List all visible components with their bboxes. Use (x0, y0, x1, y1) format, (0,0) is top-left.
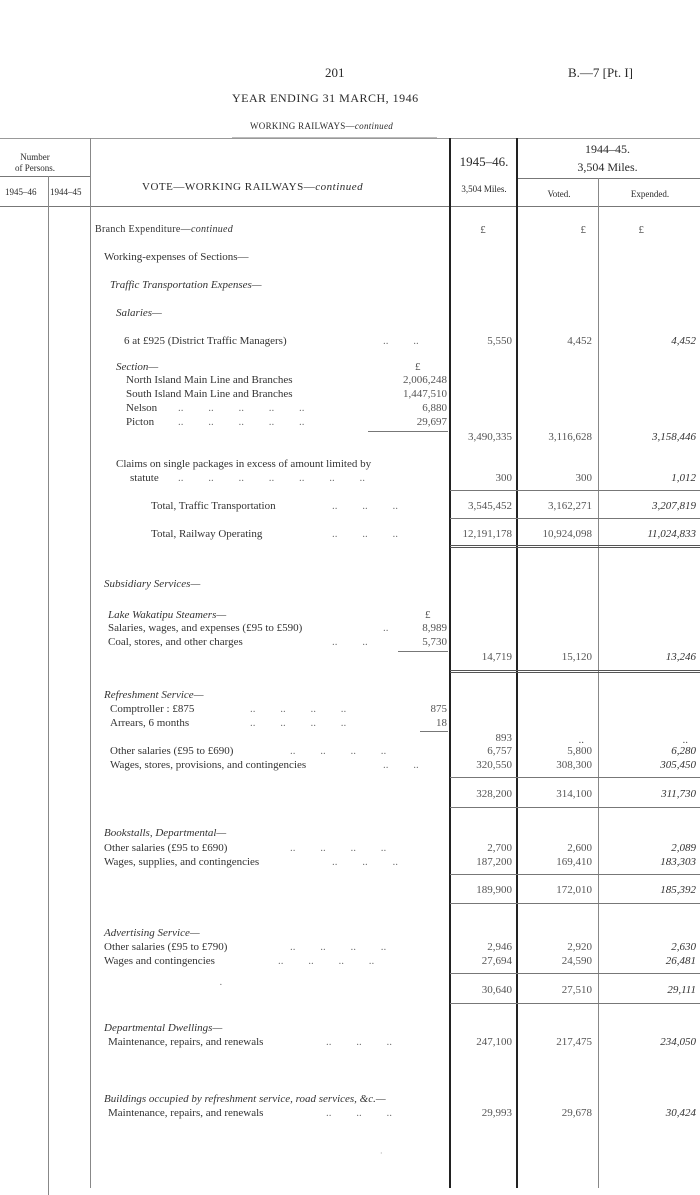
table-top-rule (0, 138, 700, 139)
refresh-item-dots: .. .. .. .. (250, 703, 347, 715)
book-other-dots: .. .. .. .. (290, 842, 387, 854)
working-expenses-heading: Working-expenses of Sections— (104, 251, 249, 263)
book-wages-1945: 187,200 (476, 856, 512, 868)
section-item-dots: .. .. .. .. .. (178, 402, 305, 414)
refresh-expended-dots: .. (682, 734, 688, 746)
section-item-label: Picton (126, 416, 155, 428)
adv-other-expended: 2,630 (671, 941, 696, 953)
book-total-1945: 189,900 (476, 884, 512, 896)
claims-expended: 1,012 (671, 472, 696, 484)
adv-total-rule (450, 1003, 700, 1004)
refresh-voted-dots: .. (578, 734, 584, 746)
section-item-dots: .. .. .. .. .. (178, 416, 305, 428)
refresh-subtotal-rule (420, 731, 448, 732)
adv-heading: Advertising Service— (104, 927, 200, 939)
year-1944-header: 1944–45. (585, 142, 630, 156)
book-other-label: Other salaries (£95 to £690) (104, 842, 228, 854)
refresh-total-rule (450, 807, 700, 808)
build-label: Maintenance, repairs, and renewals (108, 1107, 264, 1119)
total-traffic-1945: 3,545,452 (468, 500, 512, 512)
refresh-wages-1945: 320,550 (476, 759, 512, 771)
section-item-label: South Island Main Line and Branches (126, 388, 293, 400)
total-operating-dots: .. .. .. (332, 528, 398, 540)
claims-dots: .. .. .. .. .. .. .. (178, 472, 365, 484)
lake-voted: 15,120 (561, 651, 592, 663)
adv-wages-dots: .. .. .. .. (278, 955, 375, 967)
voted-right-divider (598, 178, 599, 1188)
lake-pound: £ (425, 609, 431, 621)
page-number: 201 (325, 65, 345, 80)
claims-1945: 300 (495, 472, 512, 484)
adv-stray-dot: · (219, 979, 223, 991)
refresh-other-dots: .. .. .. .. (290, 745, 387, 757)
claims-voted: 300 (575, 472, 592, 484)
subsidiary-heading: Subsidiary Services— (104, 578, 201, 590)
refresh-other-expended: 6,280 (671, 745, 696, 757)
lake-double-rule (450, 670, 700, 673)
book-rule (450, 874, 700, 875)
adv-wages-1945: 27,694 (481, 955, 512, 967)
claims-label-line2: statute (130, 472, 159, 484)
book-wages-expended: 183,303 (660, 856, 696, 868)
section-item-label: North Island Main Line and Branches (126, 374, 293, 386)
dwell-dots: .. .. .. (326, 1036, 392, 1048)
book-wages-label: Wages, supplies, and contingencies (104, 856, 260, 868)
section-item-label: Nelson (126, 402, 158, 414)
persons-1945-header: 1945–46 (5, 187, 37, 197)
dwell-voted: 217,475 (556, 1036, 592, 1048)
refresh-item-dots: .. .. .. .. (250, 717, 347, 729)
book-other-1945: 2,700 (487, 842, 512, 854)
book-wages-dots: .. .. .. (332, 856, 398, 868)
section-item-value: 1,447,510 (403, 388, 447, 400)
refresh-other-label: Other salaries (£95 to £690) (110, 745, 234, 757)
section-1945: 3,490,335 (468, 431, 512, 443)
claims-label-line1: Claims on single packages in excess of amount limited by (116, 458, 372, 470)
section-heading: Section— (116, 361, 159, 373)
adv-wages-expended: 26,481 (665, 955, 696, 967)
dwell-label: Maintenance, repairs, and renewals (108, 1036, 264, 1048)
traffic-heading: Traffic Transportation Expenses— (110, 279, 262, 291)
section-subtotal-rule (368, 431, 448, 432)
adv-other-dots: .. .. .. .. (290, 941, 387, 953)
section-item-value: 29,697 (416, 416, 447, 428)
refresh-item-label: Arrears, 6 months (110, 717, 190, 729)
dtm-expended: 4,452 (671, 335, 696, 347)
lake-item-value: 5,730 (422, 636, 447, 648)
claims-rule (450, 490, 700, 491)
total-operating-expended: 11,024,833 (647, 528, 696, 540)
persons-header: Number of Persons. (15, 152, 55, 173)
adv-total-1945: 30,640 (481, 984, 512, 996)
voted-header: Voted. (547, 189, 571, 199)
refresh-item-value: 875 (430, 703, 447, 715)
dtm-1945: 5,550 (487, 335, 512, 347)
refresh-wages-dots: .. .. (383, 759, 419, 771)
total-operating-voted: 10,924,098 (542, 528, 592, 540)
branch-expenditure-heading: Branch Expenditure—continued (95, 224, 234, 235)
adv-rule (450, 973, 700, 974)
section-expended: 3,158,446 (652, 431, 696, 443)
book-other-voted: 2,600 (567, 842, 592, 854)
document-reference: B.—7 [Pt. I] (568, 65, 633, 80)
refresh-total-voted: 314,100 (556, 788, 592, 800)
page-subtitle: WORKING RAILWAYS—continued (250, 121, 394, 131)
pound-voted: £ (580, 224, 586, 236)
section-voted: 3,116,628 (548, 431, 592, 443)
adv-total-expended: 29,111 (667, 984, 696, 996)
refresh-wages-voted: 308,300 (556, 759, 592, 771)
year-1944-rule (518, 178, 700, 179)
dtm-dots: .. .. (383, 335, 419, 347)
header-bottom-rule (0, 206, 700, 207)
total-traffic-dots: .. .. .. (332, 500, 398, 512)
lake-expended: 13,246 (665, 651, 696, 663)
refresh-total-expended: 311,730 (661, 788, 696, 800)
lake-item-value: 8,989 (422, 622, 447, 634)
total-operating-1945: 12,191,178 (462, 528, 512, 540)
vote-header: VOTE—WORKING RAILWAYS—continued (142, 181, 364, 193)
build-heading: Buildings occupied by refreshment service, road services, &c.— (104, 1093, 386, 1105)
book-total-voted: 172,010 (556, 884, 592, 896)
year-1945-right-divider (516, 138, 518, 1188)
refresh-subtotal-1945: 893 (495, 732, 512, 744)
build-1945: 29,993 (481, 1107, 512, 1119)
page-title: YEAR ENDING 31 MARCH, 1946 (232, 91, 419, 105)
lake-subtotal-rule (398, 651, 448, 652)
total-traffic-expended: 3,207,819 (652, 500, 696, 512)
persons-1944-header: 1944–45 (50, 187, 82, 197)
dwell-expended: 234,050 (660, 1036, 696, 1048)
adv-other-voted: 2,920 (567, 941, 592, 953)
total-operating-double-rule (450, 545, 700, 548)
pound-1945: £ (480, 224, 486, 236)
lake-item-dots: .. .. (332, 636, 368, 648)
adv-other-1945: 2,946 (487, 941, 512, 953)
lake-heading: Lake Wakatipu Steamers— (108, 609, 227, 621)
dwell-1945: 247,100 (476, 1036, 512, 1048)
year-1945-left-divider (449, 138, 451, 1188)
refresh-total-1945: 328,200 (476, 788, 512, 800)
persons-header-rule (0, 176, 90, 177)
year-1945-miles: 3,504 Miles. (461, 184, 507, 194)
dtm-voted: 4,452 (567, 335, 592, 347)
total-traffic-voted: 3,162,271 (548, 500, 592, 512)
refresh-item-label: Comptroller : £875 (110, 703, 195, 715)
refresh-item-value: 18 (436, 717, 447, 729)
lake-item-label: Coal, stores, and other charges (108, 636, 243, 648)
book-heading: Bookstalls, Departmental— (104, 827, 227, 839)
book-other-expended: 2,089 (671, 842, 696, 854)
bottom-mark: · (380, 1149, 383, 1158)
persons-divider (48, 176, 49, 1195)
year-1945-header: 1945–46. (459, 154, 509, 169)
total-traffic-rule (450, 518, 700, 519)
pound-expended: £ (638, 224, 644, 236)
build-voted: 29,678 (561, 1107, 592, 1119)
refresh-wages-label: Wages, stores, provisions, and contingencies (110, 759, 307, 771)
build-dots: .. .. .. (326, 1107, 392, 1119)
adv-other-label: Other salaries (£95 to £790) (104, 941, 228, 953)
refresh-rule (450, 777, 700, 778)
section-pound: £ (415, 361, 421, 373)
section-item-value: 6,880 (422, 402, 447, 414)
refresh-heading: Refreshment Service— (104, 689, 204, 701)
year-1944-miles: 3,504 Miles. (577, 160, 638, 174)
build-expended: 30,424 (665, 1107, 696, 1119)
lake-item-dots: .. (383, 622, 389, 634)
dtm-label: 6 at £925 (District Traffic Managers) (124, 335, 287, 347)
refresh-wages-expended: 305,450 (660, 759, 696, 771)
adv-wages-voted: 24,590 (561, 955, 592, 967)
refresh-other-1945: 6,757 (487, 745, 512, 757)
total-operating-label: Total, Railway Operating (151, 528, 263, 540)
lake-item-label: Salaries, wages, and expenses (£95 to £590) (108, 622, 303, 634)
refresh-other-voted: 5,800 (567, 745, 592, 757)
book-total-expended: 185,392 (660, 884, 696, 896)
section-item-value: 2,006,248 (403, 374, 447, 386)
adv-wages-label: Wages and contingencies (104, 955, 215, 967)
expended-header: Expended. (630, 189, 670, 199)
book-wages-voted: 169,410 (556, 856, 592, 868)
total-traffic-label: Total, Traffic Transportation (151, 500, 276, 512)
salaries-heading: Salaries— (116, 307, 162, 319)
dwell-heading: Departmental Dwellings— (104, 1022, 223, 1034)
vote-left-divider (90, 138, 91, 1188)
lake-1945: 14,719 (481, 651, 512, 663)
adv-total-voted: 27,510 (561, 984, 592, 996)
book-total-rule (450, 903, 700, 904)
